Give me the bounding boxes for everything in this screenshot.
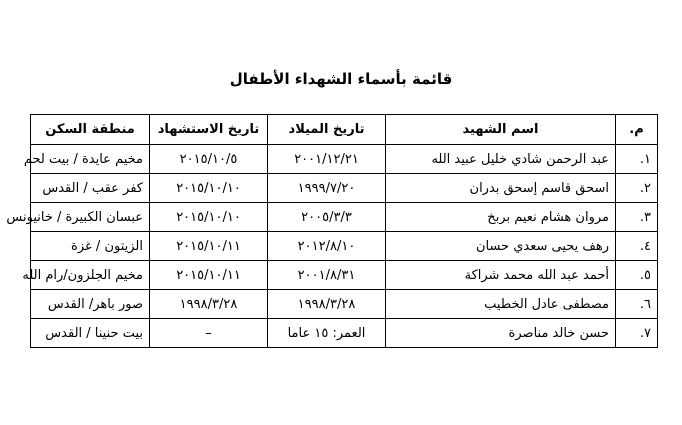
row-number: ٦. [616,290,658,319]
birth-date: ٢٠٠١/١٢/٢١ [268,145,386,174]
header-death-date: تاريخ الاستشهاد [150,115,268,145]
row-number: ٢. [616,174,658,203]
death-date: ٢٠١٥/١٠/٥ [150,145,268,174]
table-row [31,145,658,174]
residence-area: كفر عقب / القدس [31,174,150,203]
header-residence-area: منطقة السكن [31,115,150,145]
martyr-name: أحمد عبد الله محمد شراكة [386,261,616,290]
birth-date: ٢٠٠١/٨/٣١ [268,261,386,290]
death-date: ٢٠١٥/١٠/١٠ [150,203,268,232]
martyr-name: حسن خالد مناصرة [386,319,616,348]
table-row [31,203,658,232]
martyr-name: رهف يحيى سعدي حسان [386,232,616,261]
death-date: – [150,319,268,348]
table-row [31,261,658,290]
birth-date: ٢٠٠٥/٣/٣ [268,203,386,232]
martyr-name: مصطفى عادل الخطيب [386,290,616,319]
residence-area: بيت حنينا / القدس [31,319,150,348]
residence-area: مخيم الجلزون/رام الله [31,261,150,290]
birth-date: ٢٠١٢/٨/١٠ [268,232,386,261]
page-title: قائمة بأسماء الشهداء الأطفال [229,70,453,88]
table-row [31,232,658,261]
death-date: ٢٠١٥/١٠/١٠ [150,174,268,203]
row-number: ٤. [616,232,658,261]
header-birth-date: تاريخ الميلاد [268,115,386,145]
birth-date: ١٩٩٩/٧/٢٠ [268,174,386,203]
residence-area: مخيم عايدة / بيت لحم [31,145,150,174]
martyr-name: مروان هشام نعيم بربخ [386,203,616,232]
table-row [31,290,658,319]
residence-area: عبسان الكبيرة / خانيونس [31,203,150,232]
residence-area: الزيتون / غزة [31,232,150,261]
table-row [31,174,658,203]
birth-date: العمر: ١٥ عاما [268,319,386,348]
death-date: ١٩٩٨/٣/٢٨ [150,290,268,319]
row-number: ٥. [616,261,658,290]
martyrs-table [6,114,658,348]
martyr-name: اسحق قاسم إسحق بدران [386,174,616,203]
death-date: ٢٠١٥/١٠/١١ [150,261,268,290]
table-header-row [31,115,658,145]
row-number: ٣. [616,203,658,232]
death-date: ٢٠١٥/١٠/١١ [150,232,268,261]
row-number: ٧. [616,319,658,348]
header-name: اسم الشهيد [386,115,616,145]
martyr-name: عبد الرحمن شادي خليل عبيد الله [386,145,616,174]
residence-area: صور باهر/ القدس [31,290,150,319]
birth-date: ١٩٩٨/٣/٢٨ [268,290,386,319]
table-row [31,319,658,348]
header-number: م. [616,115,658,145]
row-number: ١. [616,145,658,174]
